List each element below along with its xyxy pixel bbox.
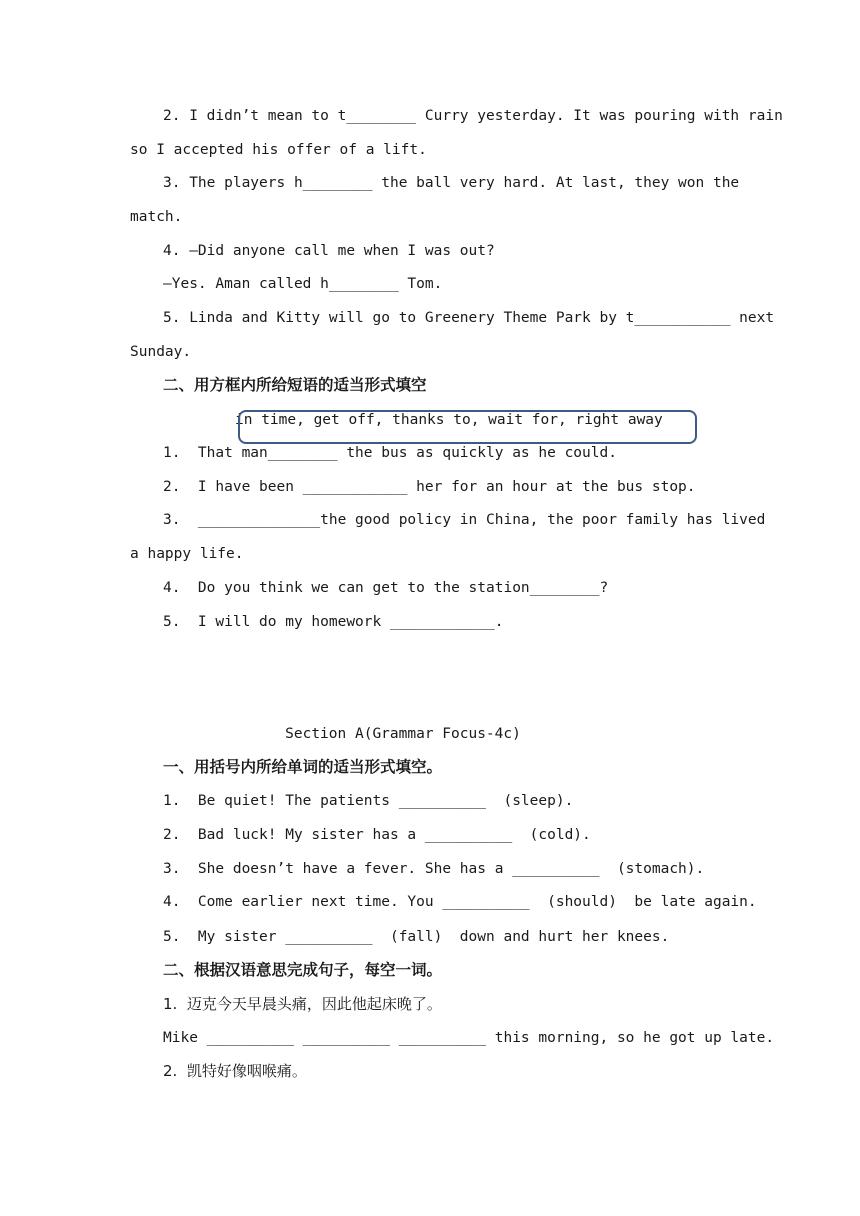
question-4-line-1: 4. —Did anyone call me when I was out? [163,243,495,259]
part2-question-2: 2. I have been ____________ her for an hour at the bus stop. [163,479,696,495]
section-question-3: 3. She doesn’t have a fever. She has a __________ (stomach). [163,861,705,877]
question-3-line-1: 3. The players h________ the ball very hard. At last, they won the [163,175,740,191]
phrase-box-text: in time, get off, thanks to, wait for, right away [235,412,663,428]
question-3-line-2: match. [130,209,183,225]
part2-question-1: 1. That man________ the bus as quickly as he could. [163,445,617,461]
section-heading-2: 二、根据汉语意思完成句子，每空一词。 [163,961,443,979]
part2-question-3-line-2: a happy life. [130,546,244,562]
section-question-5: 5. My sister __________ (fall) down and hurt her knees. [163,929,670,945]
part2-question-4: 4. Do you think we can get to the station________? [163,580,609,596]
part2-question-5: 5. I will do my homework ____________. [163,614,504,630]
translation-question-1-chinese: 1. 迈克今天早晨头痛，因此他起床晚了。 [163,995,442,1013]
question-5-line-1: 5. Linda and Kitty will go to Greenery Theme Park by t___________ next [163,310,775,326]
part2-heading: 二、用方框内所给短语的适当形式填空 [163,376,427,394]
question-2-line-2: so I accepted his offer of a lift. [130,142,427,158]
question-2-line-1: 2. I didn’t mean to t________ Curry yesterday. It was pouring with rain [163,108,783,124]
section-question-2: 2. Bad luck! My sister has a __________ (cold). [163,827,591,843]
translation-question-1-english: Mike __________ __________ __________ this morning, so he got up late. [163,1030,775,1046]
question-5-line-2: Sunday. [130,344,192,360]
section-question-4: 4. Come earlier next time. You __________ (should) be late again. [163,894,757,910]
part2-question-3-line-1: 3. ______________the good policy in China, the poor family has lived [163,512,766,528]
section-title: Section A(Grammar Focus-4c) [285,726,521,742]
section-question-1: 1. Be quiet! The patients __________ (sleep). [163,793,574,809]
translation-question-2-chinese: 2. 凯特好像咽喉痛。 [163,1062,307,1080]
section-heading-1: 一、用括号内所给单词的适当形式填空。 [163,758,443,776]
question-4-line-2: —Yes. Aman called h________ Tom. [163,276,443,292]
phrase-box [238,410,697,444]
